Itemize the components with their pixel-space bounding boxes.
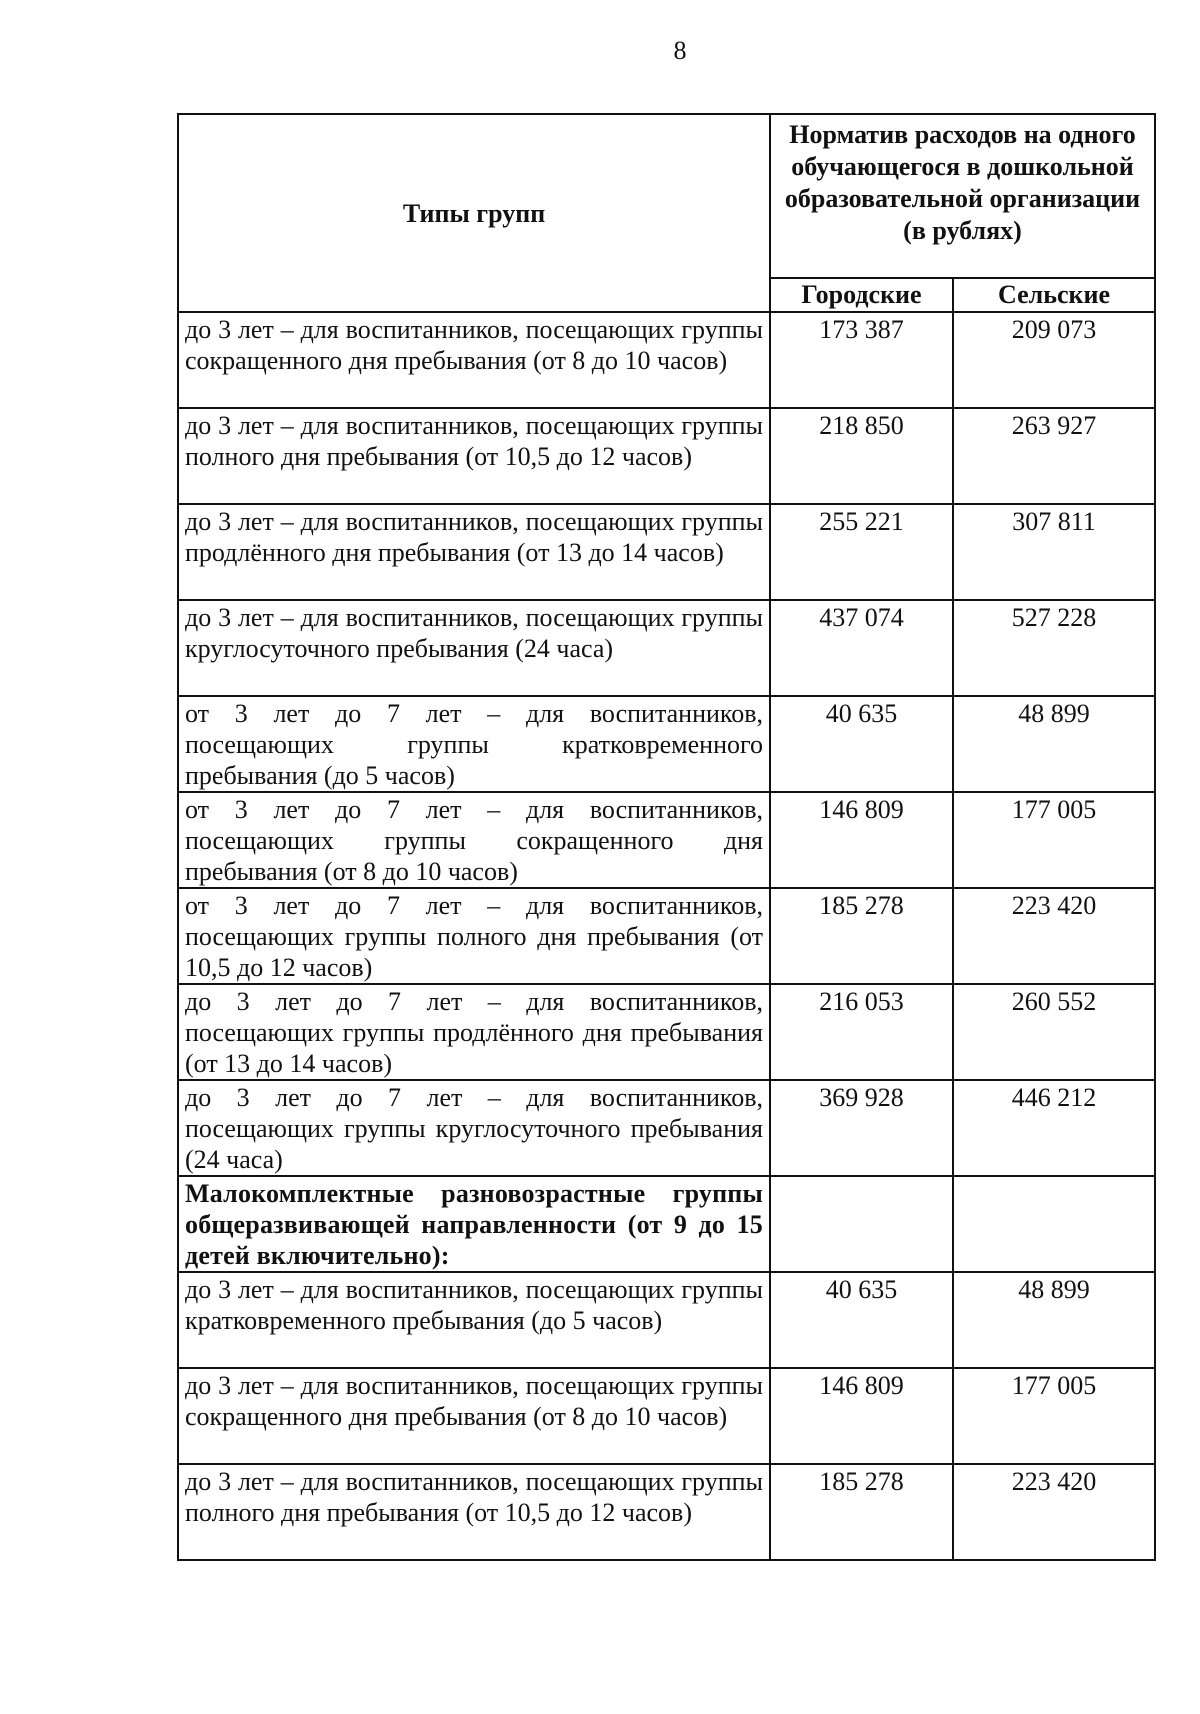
- rural-value-cell: 48 899: [953, 1272, 1155, 1368]
- group-type-cell: от 3 лет до 7 лет – для воспитанников, посещающих группы сокращенного дня пребывания (от 8 до 10 часов): [178, 792, 770, 888]
- group-type-cell: до 3 лет – для воспитанников, посещающих группы сокращенного дня пребывания (от 8 до 10 часов): [178, 1368, 770, 1464]
- urban-value-cell: 40 635: [770, 696, 953, 792]
- table-row: [178, 1080, 1155, 1176]
- group-type-cell: до 3 лет – для воспитанников, посещающих группы продлённого дня пребывания (от 13 до 14 часов): [178, 504, 770, 600]
- urban-value-cell: 437 074: [770, 600, 953, 696]
- header-norm: Норматив расходов на одного обучающегося в дошкольной образовательной организации (в рублях): [770, 114, 1155, 278]
- rural-value-cell: 177 005: [953, 792, 1155, 888]
- table-row: [178, 984, 1155, 1080]
- group-type-cell: до 3 лет – для воспитанников, посещающих группы кратковременного пребывания (до 5 часов): [178, 1272, 770, 1368]
- rural-value-cell: 527 228: [953, 600, 1155, 696]
- urban-value-cell: 185 278: [770, 1464, 953, 1560]
- header-row: [178, 114, 1155, 278]
- urban-value-cell: 255 221: [770, 504, 953, 600]
- rural-value-cell: 446 212: [953, 1080, 1155, 1176]
- table-row: [178, 696, 1155, 792]
- group-type-cell: до 3 лет – для воспитанников, посещающих группы сокращенного дня пребывания (от 8 до 10 часов): [178, 312, 770, 408]
- rural-value-cell: 177 005: [953, 1368, 1155, 1464]
- rural-value-cell: 48 899: [953, 696, 1155, 792]
- urban-value-cell: 146 809: [770, 792, 953, 888]
- urban-value-cell: 369 928: [770, 1080, 953, 1176]
- urban-value-cell: 185 278: [770, 888, 953, 984]
- group-type-cell: от 3 лет до 7 лет – для воспитанников, посещающих группы кратковременного пребывания (до 5 часов): [178, 696, 770, 792]
- urban-value-cell: 216 053: [770, 984, 953, 1080]
- rural-value-cell: 260 552: [953, 984, 1155, 1080]
- table-row: [178, 1272, 1155, 1368]
- table-row: [178, 1176, 1155, 1272]
- urban-value-cell: 40 635: [770, 1272, 953, 1368]
- urban-value-cell: 146 809: [770, 1368, 953, 1464]
- rural-value-cell: 223 420: [953, 888, 1155, 984]
- table-row: [178, 792, 1155, 888]
- group-type-cell: до 3 лет до 7 лет – для воспитанников, посещающих группы продлённого дня пребывания (от 13 до 14 часов): [178, 984, 770, 1080]
- table-row: [178, 600, 1155, 696]
- urban-value-cell: [770, 1176, 953, 1272]
- table-row: [178, 504, 1155, 600]
- rural-value-cell: 307 811: [953, 504, 1155, 600]
- group-type-cell: до 3 лет – для воспитанников, посещающих группы полного дня пребывания (от 10,5 до 12 часов): [178, 1464, 770, 1560]
- page-number: 8: [673, 36, 687, 65]
- group-type-cell: от 3 лет до 7 лет – для воспитанников, посещающих группы полного дня пребывания (от 10,5 до 12 часов): [178, 888, 770, 984]
- table-row: [178, 888, 1155, 984]
- rural-value-cell: [953, 1176, 1155, 1272]
- header-rural: Сельские: [953, 278, 1155, 312]
- table-row: [178, 1464, 1155, 1560]
- group-type-cell: до 3 лет – для воспитанников, посещающих группы полного дня пребывания (от 10,5 до 12 часов): [178, 408, 770, 504]
- section-heading-cell: Малокомплектные разновозрастные группы общеразвивающей направленности (от 9 до 15 детей включительно):: [178, 1176, 770, 1272]
- rural-value-cell: 223 420: [953, 1464, 1155, 1560]
- table-row: [178, 1368, 1155, 1464]
- table-row: [178, 312, 1155, 408]
- urban-value-cell: 218 850: [770, 408, 953, 504]
- table-body: [178, 312, 1155, 1560]
- header-type-groups: Типы групп: [178, 114, 770, 312]
- norm-table: [177, 113, 1156, 1561]
- group-type-cell: до 3 лет до 7 лет – для воспитанников, посещающих группы круглосуточного пребывания (24 часа): [178, 1080, 770, 1176]
- urban-value-cell: 173 387: [770, 312, 953, 408]
- rural-value-cell: 209 073: [953, 312, 1155, 408]
- group-type-cell: до 3 лет – для воспитанников, посещающих группы круглосуточного пребывания (24 часа): [178, 600, 770, 696]
- table-row: [178, 408, 1155, 504]
- rural-value-cell: 263 927: [953, 408, 1155, 504]
- header-urban: Городские: [770, 278, 953, 312]
